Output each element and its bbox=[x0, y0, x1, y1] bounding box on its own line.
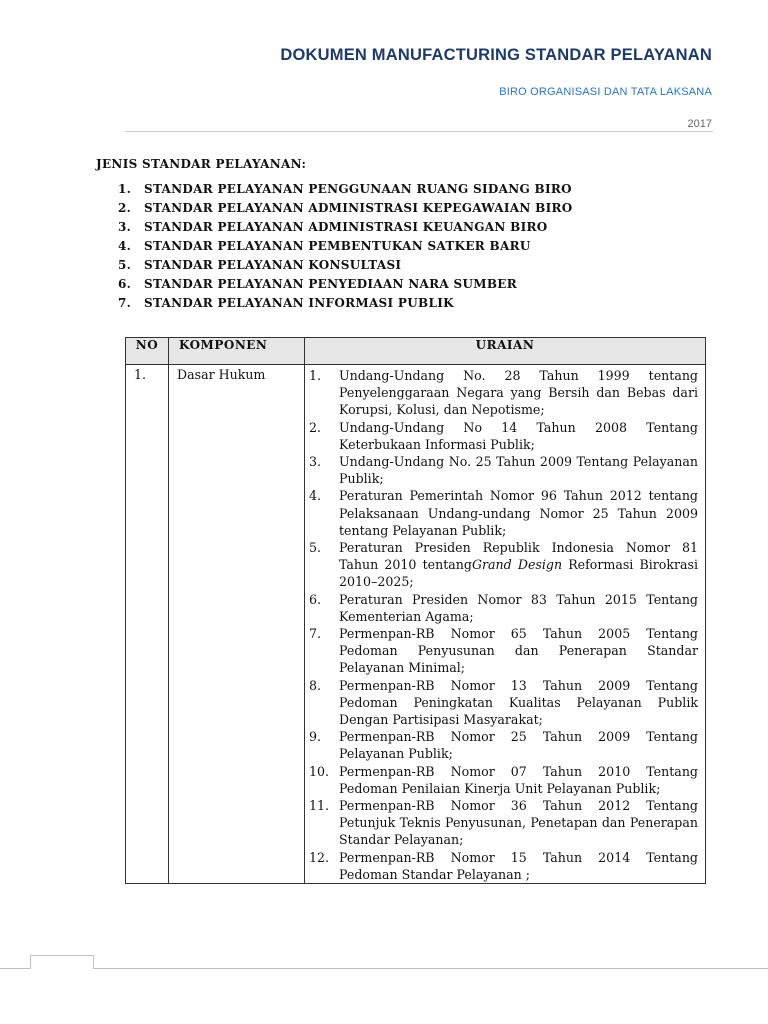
list-item-number: 12. bbox=[309, 849, 330, 865]
list-item-text: STANDAR PELAYANAN ADMINISTRASI KEUANGAN BIRO bbox=[144, 220, 548, 234]
header-komponen: KOMPONEN bbox=[169, 338, 305, 365]
section-heading: JENIS STANDAR PELAYANAN: bbox=[96, 157, 307, 171]
header-divider bbox=[125, 131, 713, 132]
legal-basis-list bbox=[305, 367, 705, 883]
list-item-text: Permenpan-RB Nomor 36 Tahun 2012 Tentang Petunjuk Teknis Penyusunan, Penetapan dan Penerapan Standar Pelayanan; bbox=[339, 798, 698, 848]
header-no: NO bbox=[126, 338, 169, 365]
table-row bbox=[126, 365, 706, 884]
list-item bbox=[118, 199, 573, 218]
footer-page-tab bbox=[30, 955, 94, 969]
list-item-text: Permenpan-RB Nomor 65 Tahun 2005 Tentang Pedoman Penyusunan dan Penerapan Standar Pelayanan Minimal; bbox=[339, 626, 698, 676]
list-item-text-main: Peraturan Presiden Republik Indonesia Nomor 81 Tahun 2010 tentang bbox=[339, 540, 698, 573]
list-item-text: STANDAR PELAYANAN PENYEDIAAN NARA SUMBER bbox=[144, 277, 517, 291]
list-item-text: Undang-Undang No. 25 Tahun 2009 Tentang Pelayanan Publik; bbox=[339, 454, 698, 487]
list-item bbox=[305, 677, 705, 729]
list-item bbox=[118, 237, 573, 256]
list-item-number: 3. bbox=[118, 220, 132, 234]
standards-table bbox=[125, 337, 706, 884]
list-item bbox=[118, 218, 573, 237]
list-item-number: 4. bbox=[118, 239, 132, 253]
list-item bbox=[118, 180, 573, 199]
list-item-number: 7. bbox=[309, 626, 322, 642]
list-item-number: 4. bbox=[309, 488, 322, 504]
list-item-number: 5. bbox=[309, 540, 322, 556]
list-item-text: Permenpan-RB Nomor 07 Tahun 2010 Tentang Pedoman Penilaian Kinerja Unit Pelayanan Publik; bbox=[339, 763, 698, 796]
list-item-text-italic: Grand Design bbox=[471, 557, 563, 573]
service-types-list bbox=[118, 180, 573, 313]
list-item bbox=[305, 849, 705, 883]
list-item bbox=[305, 591, 705, 625]
list-item bbox=[305, 625, 705, 677]
list-item bbox=[305, 487, 705, 539]
list-item bbox=[118, 275, 573, 294]
list-item bbox=[305, 797, 705, 849]
list-item-number: 6. bbox=[309, 591, 322, 607]
list-item-text: STANDAR PELAYANAN KONSULTASI bbox=[144, 258, 402, 272]
header-uraian: URAIAN bbox=[305, 338, 706, 365]
list-item-number: 8. bbox=[309, 677, 322, 693]
list-item-text: Undang-Undang No 14 Tahun 2008 Tentang Keterbukaan Informasi Publik; bbox=[339, 419, 698, 452]
list-item-text: Peraturan Presiden Nomor 83 Tahun 2015 Tentang Kementerian Agama; bbox=[339, 591, 698, 624]
list-item-text bbox=[339, 539, 698, 591]
list-item-number: 1. bbox=[118, 182, 132, 196]
list-item bbox=[305, 419, 705, 453]
list-item-number: 11. bbox=[309, 798, 330, 814]
list-item bbox=[118, 256, 573, 275]
list-item bbox=[118, 294, 573, 313]
list-item-text: Peraturan Pemerintah Nomor 96 Tahun 2012 tentang Pelaksanaan Undang-undang Nomor 25 Tahun 2009 tentang Pelayanan Publik; bbox=[339, 488, 698, 538]
list-item-number: 10. bbox=[309, 763, 330, 779]
list-item-text: STANDAR PELAYANAN PENGGUNAAN RUANG SIDANG BIRO bbox=[144, 182, 572, 196]
list-item-text: Permenpan-RB Nomor 13 Tahun 2009 Tentang Pedoman Peningkatan Kualitas Pelayanan Publik Dengan Partisipasi Masyarakat; bbox=[339, 677, 698, 728]
list-item-text: STANDAR PELAYANAN ADMINISTRASI KEPEGAWAIAN BIRO bbox=[144, 201, 573, 215]
list-item bbox=[305, 539, 705, 591]
row-uraian bbox=[305, 365, 706, 884]
list-item-number: 7. bbox=[118, 296, 132, 310]
list-item-text-rest: Reformasi Birokrasi 2010–2025; bbox=[339, 557, 698, 590]
footer-divider bbox=[0, 968, 768, 969]
document-subtitle: BIRO ORGANISASI DAN TATA LAKSANA bbox=[499, 86, 712, 98]
document-year: 2017 bbox=[687, 118, 712, 130]
row-komponen: Dasar Hukum bbox=[169, 365, 305, 884]
list-item-text: STANDAR PELAYANAN INFORMASI PUBLIK bbox=[144, 296, 454, 310]
document-title: DOKUMEN MANUFACTURING STANDAR PELAYANAN bbox=[280, 46, 712, 64]
row-number: 1. bbox=[126, 365, 169, 884]
list-item-text: Permenpan-RB Nomor 25 Tahun 2009 Tentang Pelayanan Publik; bbox=[339, 729, 698, 762]
list-item-number: 6. bbox=[118, 277, 132, 291]
list-item bbox=[305, 728, 705, 762]
list-item bbox=[305, 763, 705, 797]
list-item-text: Permenpan-RB Nomor 15 Tahun 2014 Tentang Pedoman Standar Pelayanan ; bbox=[339, 849, 698, 882]
list-item bbox=[305, 367, 705, 419]
list-item-number: 2. bbox=[309, 419, 322, 435]
list-item bbox=[305, 453, 705, 487]
list-item-number: 1. bbox=[309, 368, 322, 383]
list-item-number: 3. bbox=[309, 454, 322, 470]
list-item-number: 9. bbox=[309, 729, 322, 745]
list-item-text: Undang-Undang No. 28 Tahun 1999 tentang Penyelenggaraan Negara yang Bersih dan Bebas dari Korupsi, Kolusi, dan Nepotisme; bbox=[339, 368, 698, 418]
list-item-text: STANDAR PELAYANAN PEMBENTUKAN SATKER BARU bbox=[144, 239, 531, 253]
list-item-number: 2. bbox=[118, 201, 132, 215]
table-header-row bbox=[126, 338, 706, 365]
list-item-number: 5. bbox=[118, 258, 132, 272]
